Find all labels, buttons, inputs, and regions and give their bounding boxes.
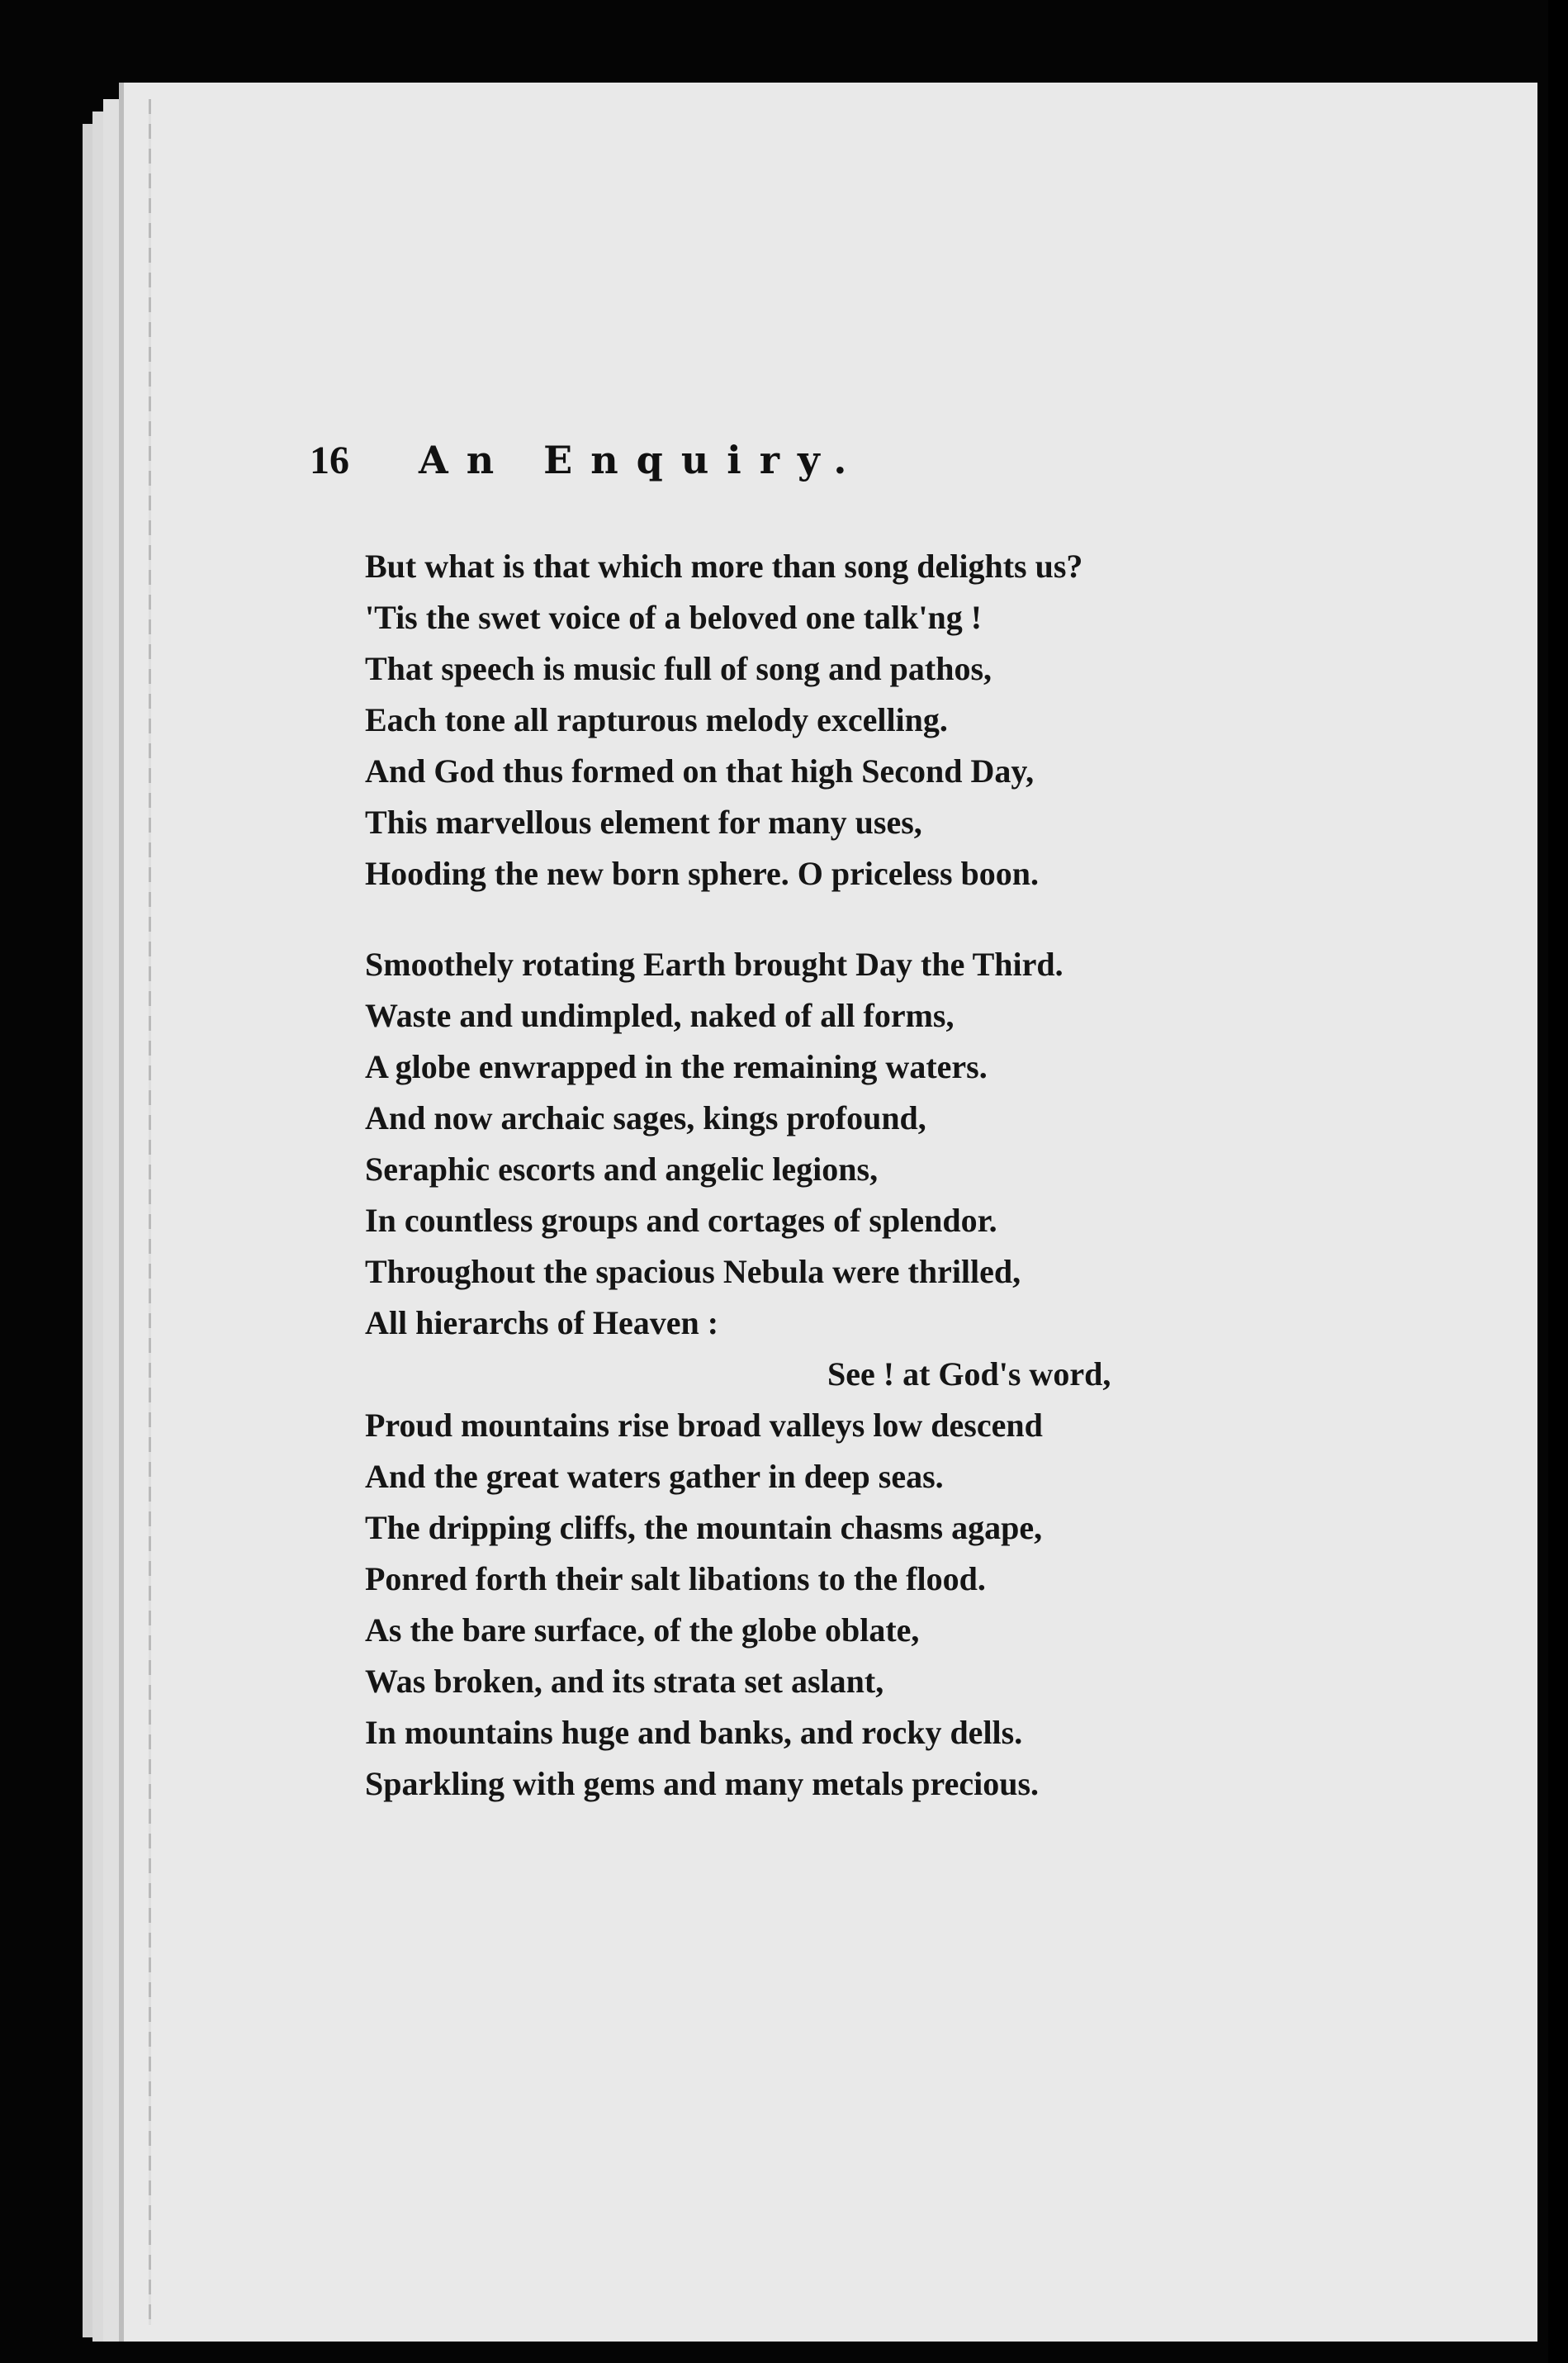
- poem-line: Waste and undimpled, naked of all forms,: [365, 997, 955, 1034]
- poem-line: Seraphic escorts and angelic legions,: [365, 1151, 879, 1188]
- poem-line: A globe enwrapped in the remaining waters.: [365, 1048, 988, 1085]
- poem-line: As the bare surface, of the globe oblate,: [365, 1611, 920, 1649]
- page-number: 16: [310, 439, 349, 482]
- poem-line: The dripping cliffs, the mountain chasms agape,: [365, 1509, 1043, 1546]
- poem-line: Proud mountains rise broad valleys low descend: [365, 1407, 1043, 1444]
- poem-line: Sparkling with gems and many metals precious.: [365, 1765, 1040, 1802]
- scan-border: [1548, 0, 1568, 2363]
- stanza: [365, 939, 1273, 1810]
- poem-text: [365, 541, 1273, 1810]
- page-header: [310, 438, 865, 483]
- poem-line: Ponred forth their salt libations to the flood.: [365, 1560, 986, 1597]
- poem-line: See ! at God's word,: [827, 1355, 1111, 1393]
- poem-line: In countless groups and cortages of splendor.: [365, 1202, 997, 1239]
- poem-line: But what is that which more than song delights us?: [365, 548, 1083, 585]
- poem-line: In mountains huge and banks, and rocky dells.: [365, 1714, 1023, 1751]
- poem-line: That speech is music full of song and pathos,: [365, 650, 992, 687]
- stanza: [365, 541, 1273, 899]
- poem-line: And the great waters gather in deep seas.: [365, 1458, 944, 1495]
- poem-line: All hierarchs of Heaven :: [365, 1304, 719, 1341]
- poem-line: And God thus formed on that high Second Day,: [365, 752, 1035, 790]
- poem-line: And now archaic sages, kings profound,: [365, 1099, 926, 1136]
- poem-line: Throughout the spacious Nebula were thrilled,: [365, 1253, 1021, 1290]
- poem-line: Smoothely rotating Earth brought Day the Third.: [365, 946, 1063, 983]
- binding-edge: [149, 99, 151, 2325]
- poem-line: Each tone all rapturous melody excelling.: [365, 701, 948, 738]
- running-title: An Enquiry.: [419, 438, 865, 482]
- poem-line: Hooding the new born sphere. O priceless boon.: [365, 855, 1039, 892]
- poem-line: 'Tis the swet voice of a beloved one talk'ng !: [365, 599, 983, 636]
- poem-line: This marvellous element for many uses,: [365, 804, 922, 841]
- poem-line: Was broken, and its strata set aslant,: [365, 1663, 884, 1700]
